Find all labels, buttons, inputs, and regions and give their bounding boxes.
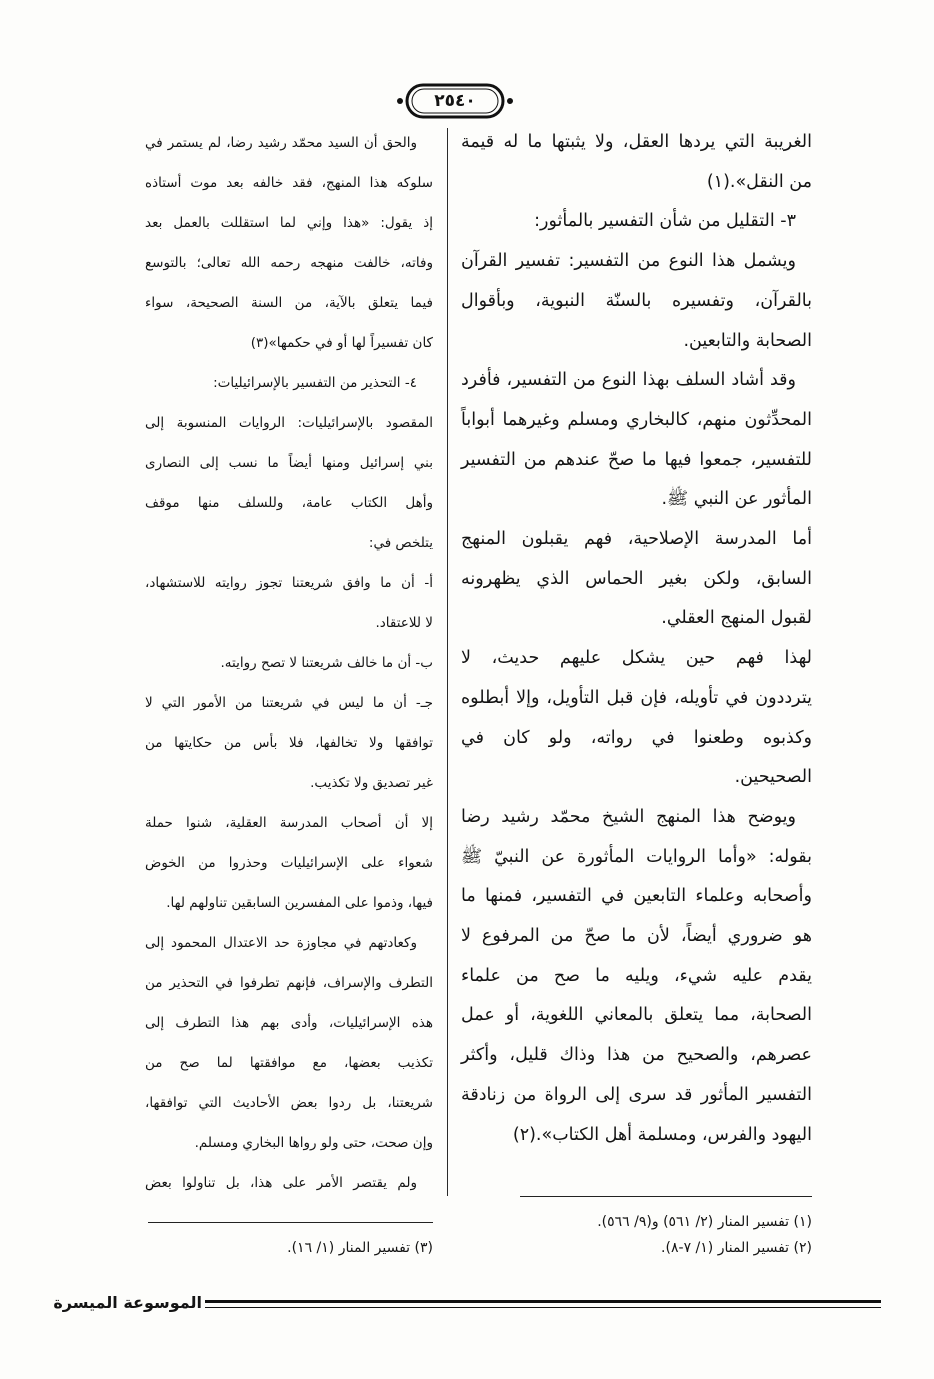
text-line: يقدم عليه شيء، ويليه ما صح من علماء — [461, 965, 812, 986]
text-line: إلا أن أصحاب المدرسة العقلية، شنوا حملة — [145, 815, 433, 831]
paragraph — [145, 803, 433, 923]
text-line: من النقل».(١) — [706, 171, 812, 192]
text-line: يتلخص في: — [368, 535, 433, 551]
paragraph — [461, 242, 812, 361]
text-line: وكعادتهم في مجاوزة حد الاعتدال المحمود إلى — [145, 935, 417, 951]
left-column — [145, 123, 433, 1203]
footnote-rule-right — [520, 1196, 812, 1197]
footnote: (١) تفسير المنار (٢/ ٥٦١) و(٩/ ٥٦٦). — [597, 1214, 812, 1230]
text-line: بالقرآن، وتفسيره بالسنّة النبوية، وبأقوال — [461, 290, 812, 311]
footnote-rule-left — [148, 1222, 433, 1223]
text-line: عصرهم، والصحيح من هذا وذاك قليل، وأكثر — [461, 1045, 812, 1066]
right-column — [461, 123, 812, 1155]
text-line: فيما يتعلق بالآية، من السنة الصحيحة، سواء — [145, 295, 433, 311]
paragraph — [461, 361, 812, 520]
text-line: اليهود والفرس، ومسلمة أهل الكتاب».(٢) — [512, 1124, 812, 1145]
text-line: وإن صحت، حتى ولو رواها البخاري ومسلم. — [194, 1135, 433, 1151]
paragraph — [145, 683, 433, 803]
text-line: ٤- التحذير من التفسير بالإسرائيليات: — [213, 375, 417, 391]
text-line: يترددون في تأويله، فإن قبل التأويل، وإلا أبطلوه — [461, 687, 812, 708]
page-number-header — [395, 80, 515, 122]
text-line: بني إسرائيل ومنها أيضاً ما نسب إلى النصارى — [145, 455, 433, 471]
text-line: الصحابة، مما يتعلق بالمعاني اللغوية، أو عمل — [461, 1005, 812, 1026]
paragraph — [145, 563, 433, 643]
text-line: ولم يقتصر الأمر على هذا، بل تناولوا بعض — [145, 1175, 417, 1191]
paragraph — [461, 520, 812, 639]
text-line: غير تصديق ولا تكذيب. — [310, 775, 433, 791]
page-number: ٢٥٤٠ — [434, 91, 476, 111]
text-line: هو ضروري أيضاً، لأن ما صحّ من المرفوع لا — [461, 926, 812, 947]
text-line: وأهل الكتاب عامة، وللسلف منها موقف — [145, 495, 433, 511]
footnote: (٢) تفسير المنار (١/ ٧-٨). — [661, 1240, 812, 1256]
text-line: وقد أشاد السلف بهذا النوع من التفسير، فأفرد — [461, 370, 796, 391]
text-line: بقوله: «وأما الروايات المأثورة عن النبيّ ﷺ — [461, 846, 812, 867]
footer-title: الموسوعة الميسرة — [53, 1293, 202, 1312]
text-line: إذ يقول: «هذا وإني لما استقللت بالعمل بعد — [145, 215, 433, 231]
paragraph — [461, 798, 812, 1155]
section-heading — [461, 202, 812, 242]
column-divider — [447, 128, 448, 1196]
text-line: الصحابة والتابعين. — [683, 330, 812, 351]
text-line: أما المدرسة الإصلاحية، فهم يقبلون المنهج — [461, 529, 812, 550]
footer-rule — [205, 1300, 881, 1303]
text-line: وأصحابه وعلماء التابعين في التفسير، فمنها ما — [461, 886, 812, 907]
text-line: هذه الإسرائيليات، وأدى بهم هذا التطرف إلى — [145, 1015, 433, 1031]
text-line: شعواء على الإسرائيليات وحذروا من الخوض — [145, 855, 433, 871]
text-line: شريعتنا، بل ردوا بعض الأحاديث التي توافقها، — [145, 1095, 433, 1111]
text-line: الصحيحين. — [734, 767, 812, 788]
text-line: لا للاعتقاد. — [375, 615, 433, 631]
footnote: (٣) تفسير المنار (١/ ١٦). — [287, 1240, 433, 1256]
text-line: المحدِّثون منهم، كالبخاري ومسلم وغيرهما أبواباً — [461, 409, 812, 430]
text-line: كان تفسيراً لها أو في حكمها»(٣) — [250, 335, 433, 351]
text-line: المقصود بالإسرائيليات: الروايات المنسوبة إلى — [145, 415, 433, 431]
text-line: تكذيب بعضها، مع موافقتها لما صح من — [145, 1055, 433, 1071]
text-line: وكذبوه وطعنوا في رواته، ولو كان في — [461, 727, 812, 748]
text-line: والحق أن السيد محمّد رشيد رضا، لم يستمر في — [145, 135, 417, 151]
text-line: التفسير المأثور قد سرى إلى الرواة من زنادقة — [461, 1084, 812, 1105]
text-line: للتفسير، جمعوا فيها ما صحّ عندهم من التفسير — [461, 449, 812, 470]
text-line: التطرف والإسراف، فإنهم تطرفوا في التحذير من — [145, 975, 433, 991]
footnotes-right — [461, 1209, 812, 1261]
text-line: ويوضح هذا المنهج الشيخ محمّد رشيد رضا — [461, 806, 796, 827]
text-line: لهذا فهم حين يشكل عليهم حديث، لا — [461, 648, 812, 669]
footer-rule-thin — [205, 1307, 881, 1308]
text-line: ب- أن ما خالف شريعتنا لا تصح روايته. — [220, 655, 433, 671]
section-heading — [145, 363, 433, 403]
paragraph — [145, 1163, 433, 1203]
footnotes-left — [145, 1235, 433, 1261]
text-line: فيها، وذموا على المفسرين السابقين تناولهم لها. — [166, 895, 433, 911]
text-line: الغريبة التي يردها العقل، ولا يثبتها ما له قيمة — [461, 132, 812, 152]
text-line: لقبول المنهج العقلي. — [661, 608, 812, 629]
text-line: توافقها ولا تخالفها، فلا بأس من حكايتها من — [145, 735, 433, 751]
text-line: جـ- أن ما ليس في شريعتنا من الأمور التي لا — [145, 695, 433, 711]
text-line: ٣- التقليل من شأن التفسير بالمأثور: — [534, 211, 796, 232]
paragraph — [461, 639, 812, 798]
text-line: ويشمل هذا النوع من التفسير: تفسير القرآن — [461, 251, 796, 272]
paragraph — [145, 923, 433, 1163]
text-line: المأثور عن النبي ﷺ. — [661, 489, 812, 510]
paragraph — [145, 403, 433, 563]
paragraph — [145, 643, 433, 683]
text-line: سلوكه هذا المنهج، فقد خالفه بعد موت أستاذه — [145, 175, 433, 191]
text-line: وفاته، خالفت منهجه رحمه الله تعالى؛ بالتوسع — [145, 255, 433, 271]
paragraph — [461, 123, 812, 202]
text-line: أ- أن ما وافق شريعتنا تجوز روايته للاستشهاد، — [145, 575, 433, 591]
paragraph — [145, 123, 433, 363]
text-line: السابق، ولكن بغير الحماس الذي يظهرونه — [461, 568, 812, 589]
